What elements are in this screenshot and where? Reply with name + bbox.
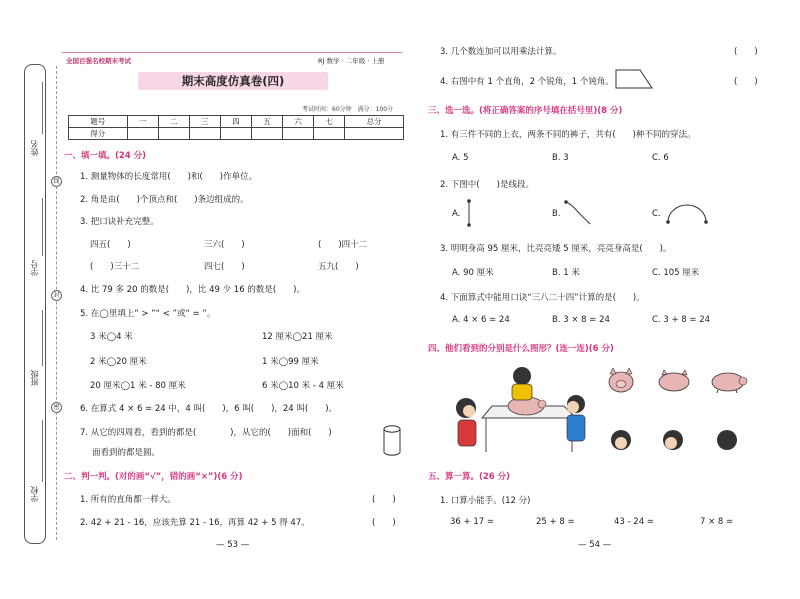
student-id-line — [42, 198, 43, 256]
question-5-1: 1. 口算小能手。(12 分) — [440, 496, 531, 506]
name-label: 姓名 — [30, 140, 39, 156]
curve-line-figure — [564, 198, 594, 228]
mnemonic-item: 四五( ) — [90, 240, 131, 250]
oral-calc-item: 25 + 8 = — [536, 517, 575, 527]
question-1-3: 3. 把口诀补充完整。 — [80, 217, 159, 227]
option-a[interactable]: A. 5 — [452, 153, 469, 163]
option-c[interactable]: C. 105 厘米 — [652, 268, 700, 278]
score-input-cell[interactable] — [345, 128, 404, 140]
score-cell: 得分 — [69, 128, 128, 140]
question-1-7: 7. 从它的四周看，看到的都是( )，从它的( )面和( ) — [80, 428, 332, 438]
question-1-5: 5. 在◯里填上“ > ”“ < ”或“ = ”。 — [80, 309, 216, 319]
exam-meta: 考试时间：60分钟 满分：100分 — [302, 106, 394, 113]
option-c[interactable]: C. 3 + 8 = 24 — [652, 315, 711, 325]
score-input-cell[interactable] — [252, 128, 283, 140]
question-1-2: 2. 角是由( )个顶点和( )条边组成的。 — [80, 195, 249, 205]
mnemonic-item: 五九( ) — [318, 262, 359, 272]
compare-item: 6 米◯10 米 - 4 厘米 — [262, 381, 344, 391]
question-2-2: 2. 42 + 21 - 16，应该先算 21 - 16，再算 42 + 5 得 47。 — [80, 518, 310, 528]
question-3-3: 3. 明明身高 95 厘米，比亮亮矮 5 厘米，亮亮身高是( )。 — [440, 244, 672, 254]
cylinder-figure — [382, 424, 402, 458]
score-cell: 七 — [314, 116, 345, 128]
section-2-heading: 二、判一判。(对的画“√”，错的画“×”)(6 分) — [64, 472, 243, 482]
banner-right-text: RJ 数学 · 二年级 · 上册 — [318, 57, 385, 65]
answer-bracket[interactable]: ( ) — [372, 495, 396, 505]
mnemonic-item: ( )四十二 — [318, 240, 368, 250]
answer-bracket[interactable]: ( ) — [372, 518, 396, 528]
school-line — [42, 420, 43, 482]
score-input-cell[interactable] — [220, 128, 251, 140]
seal-mark: 线 — [51, 176, 62, 187]
compare-item: 3 米◯4 米 — [90, 332, 133, 342]
segment-figure — [464, 198, 474, 228]
page-number-left: — 53 — — [216, 540, 250, 550]
score-cell: 四 — [220, 116, 251, 128]
score-cell: 一 — [127, 116, 158, 128]
school-label: 学校 — [30, 486, 39, 502]
pig-front-view-icon — [604, 368, 638, 394]
question-1-6: 6. 在算式 4 × 6 = 24 中，4 叫( )，6 叫( )，24 叫( )。 — [80, 404, 338, 414]
option-b[interactable]: B. 3 — [552, 153, 569, 163]
option-a[interactable]: A. 90 厘米 — [452, 268, 494, 278]
compare-item: 20 厘米◯1 米 - 80 厘米 — [90, 381, 186, 391]
mnemonic-item: 三六( ) — [204, 240, 245, 250]
question-3-1: 1. 有三件不同的上衣，两条不同的裤子，共有( )种不同的穿法。 — [440, 130, 696, 140]
option-b[interactable]: B. 3 × 8 = 24 — [552, 315, 610, 325]
option-c[interactable]: C. — [652, 209, 661, 219]
option-a[interactable]: A. — [452, 209, 461, 219]
seal-dashed-line — [56, 66, 57, 540]
score-cell: 二 — [158, 116, 189, 128]
mnemonic-item: ( )三十二 — [90, 262, 140, 272]
option-a[interactable]: A. 4 × 6 = 24 — [452, 315, 510, 325]
trapezoid-figure — [614, 69, 654, 89]
pig-side-view-icon — [656, 369, 692, 393]
section-1-heading: 一、填一填。(24 分) — [64, 151, 147, 161]
oral-calc-item: 7 × 8 = — [700, 517, 734, 527]
page-number-right: — 54 — — [578, 540, 612, 550]
oral-calc-item: 43 - 24 = — [614, 517, 654, 527]
child-face-icon — [610, 428, 632, 452]
answer-bracket[interactable]: ( ) — [734, 77, 758, 87]
banner-left-text: 全国百强名校期末考试 — [66, 57, 131, 65]
children-pig-scene — [452, 362, 592, 462]
option-c[interactable]: C. 6 — [652, 153, 669, 163]
score-input-cell[interactable] — [189, 128, 220, 140]
score-input-cell[interactable] — [127, 128, 158, 140]
option-b[interactable]: B. — [552, 209, 561, 219]
class-line — [42, 310, 43, 366]
student-id-label: 学号 — [30, 260, 39, 276]
score-table — [68, 115, 404, 140]
child-back-icon — [716, 428, 738, 452]
compare-item: 1 米◯99 厘米 — [262, 357, 319, 367]
score-cell: 三 — [189, 116, 220, 128]
page-title: 期末高度仿真卷(四) — [181, 74, 285, 88]
question-1-4: 4. 比 79 多 20 的数是( )，比 49 少 16 的数是( )。 — [80, 285, 305, 295]
pig-top-view-icon — [708, 369, 748, 393]
score-cell: 五 — [252, 116, 283, 128]
section-4-heading: 四、他们看到的分别是什么图形？(连一连)(6 分) — [428, 344, 614, 354]
child-face-icon — [662, 428, 684, 452]
question-2-3: 3. 几个数连加可以用乘法计算。 — [440, 47, 562, 57]
question-1-1: 1. 测量物体的长度常用( )和( )作单位。 — [80, 172, 258, 182]
score-cell: 总分 — [345, 116, 404, 128]
question-3-4: 4. 下面算式中能用口诀“三八二十四”计算的是( )。 — [440, 293, 645, 303]
compare-item: 12 厘米◯21 厘米 — [262, 332, 333, 342]
score-cell: 题号 — [69, 116, 128, 128]
score-input-cell[interactable] — [158, 128, 189, 140]
arc-figure — [664, 200, 710, 226]
class-label: 班级 — [30, 370, 39, 386]
score-input-cell[interactable] — [283, 128, 314, 140]
compare-item: 2 米◯20 厘米 — [90, 357, 147, 367]
option-b[interactable]: B. 1 米 — [552, 268, 580, 278]
question-1-7-cont: 面看到的都是圆。 — [92, 448, 161, 458]
score-table-score-row — [69, 128, 404, 140]
name-line — [42, 82, 43, 134]
mnemonic-item: 四七( ) — [204, 262, 245, 272]
score-input-cell[interactable] — [314, 128, 345, 140]
seal-mark: 密 — [51, 402, 62, 413]
answer-bracket[interactable]: ( ) — [734, 47, 758, 57]
score-cell: 六 — [283, 116, 314, 128]
question-2-1: 1. 所有的直角都一样大。 — [80, 495, 176, 505]
section-3-heading: 三、选一选。(将正确答案的序号填在括号里)(8 分) — [428, 106, 623, 116]
seal-mark: 封 — [51, 290, 62, 301]
question-3-2: 2. 下图中( )是线段。 — [440, 180, 534, 190]
score-table-header-row — [69, 116, 404, 128]
section-5-heading: 五、算一算。(26 分) — [428, 472, 511, 482]
question-2-4: 4. 右图中有 1 个直角，2 个锐角，1 个钝角。 — [440, 77, 614, 87]
oral-calc-item: 36 + 17 = — [450, 517, 494, 527]
